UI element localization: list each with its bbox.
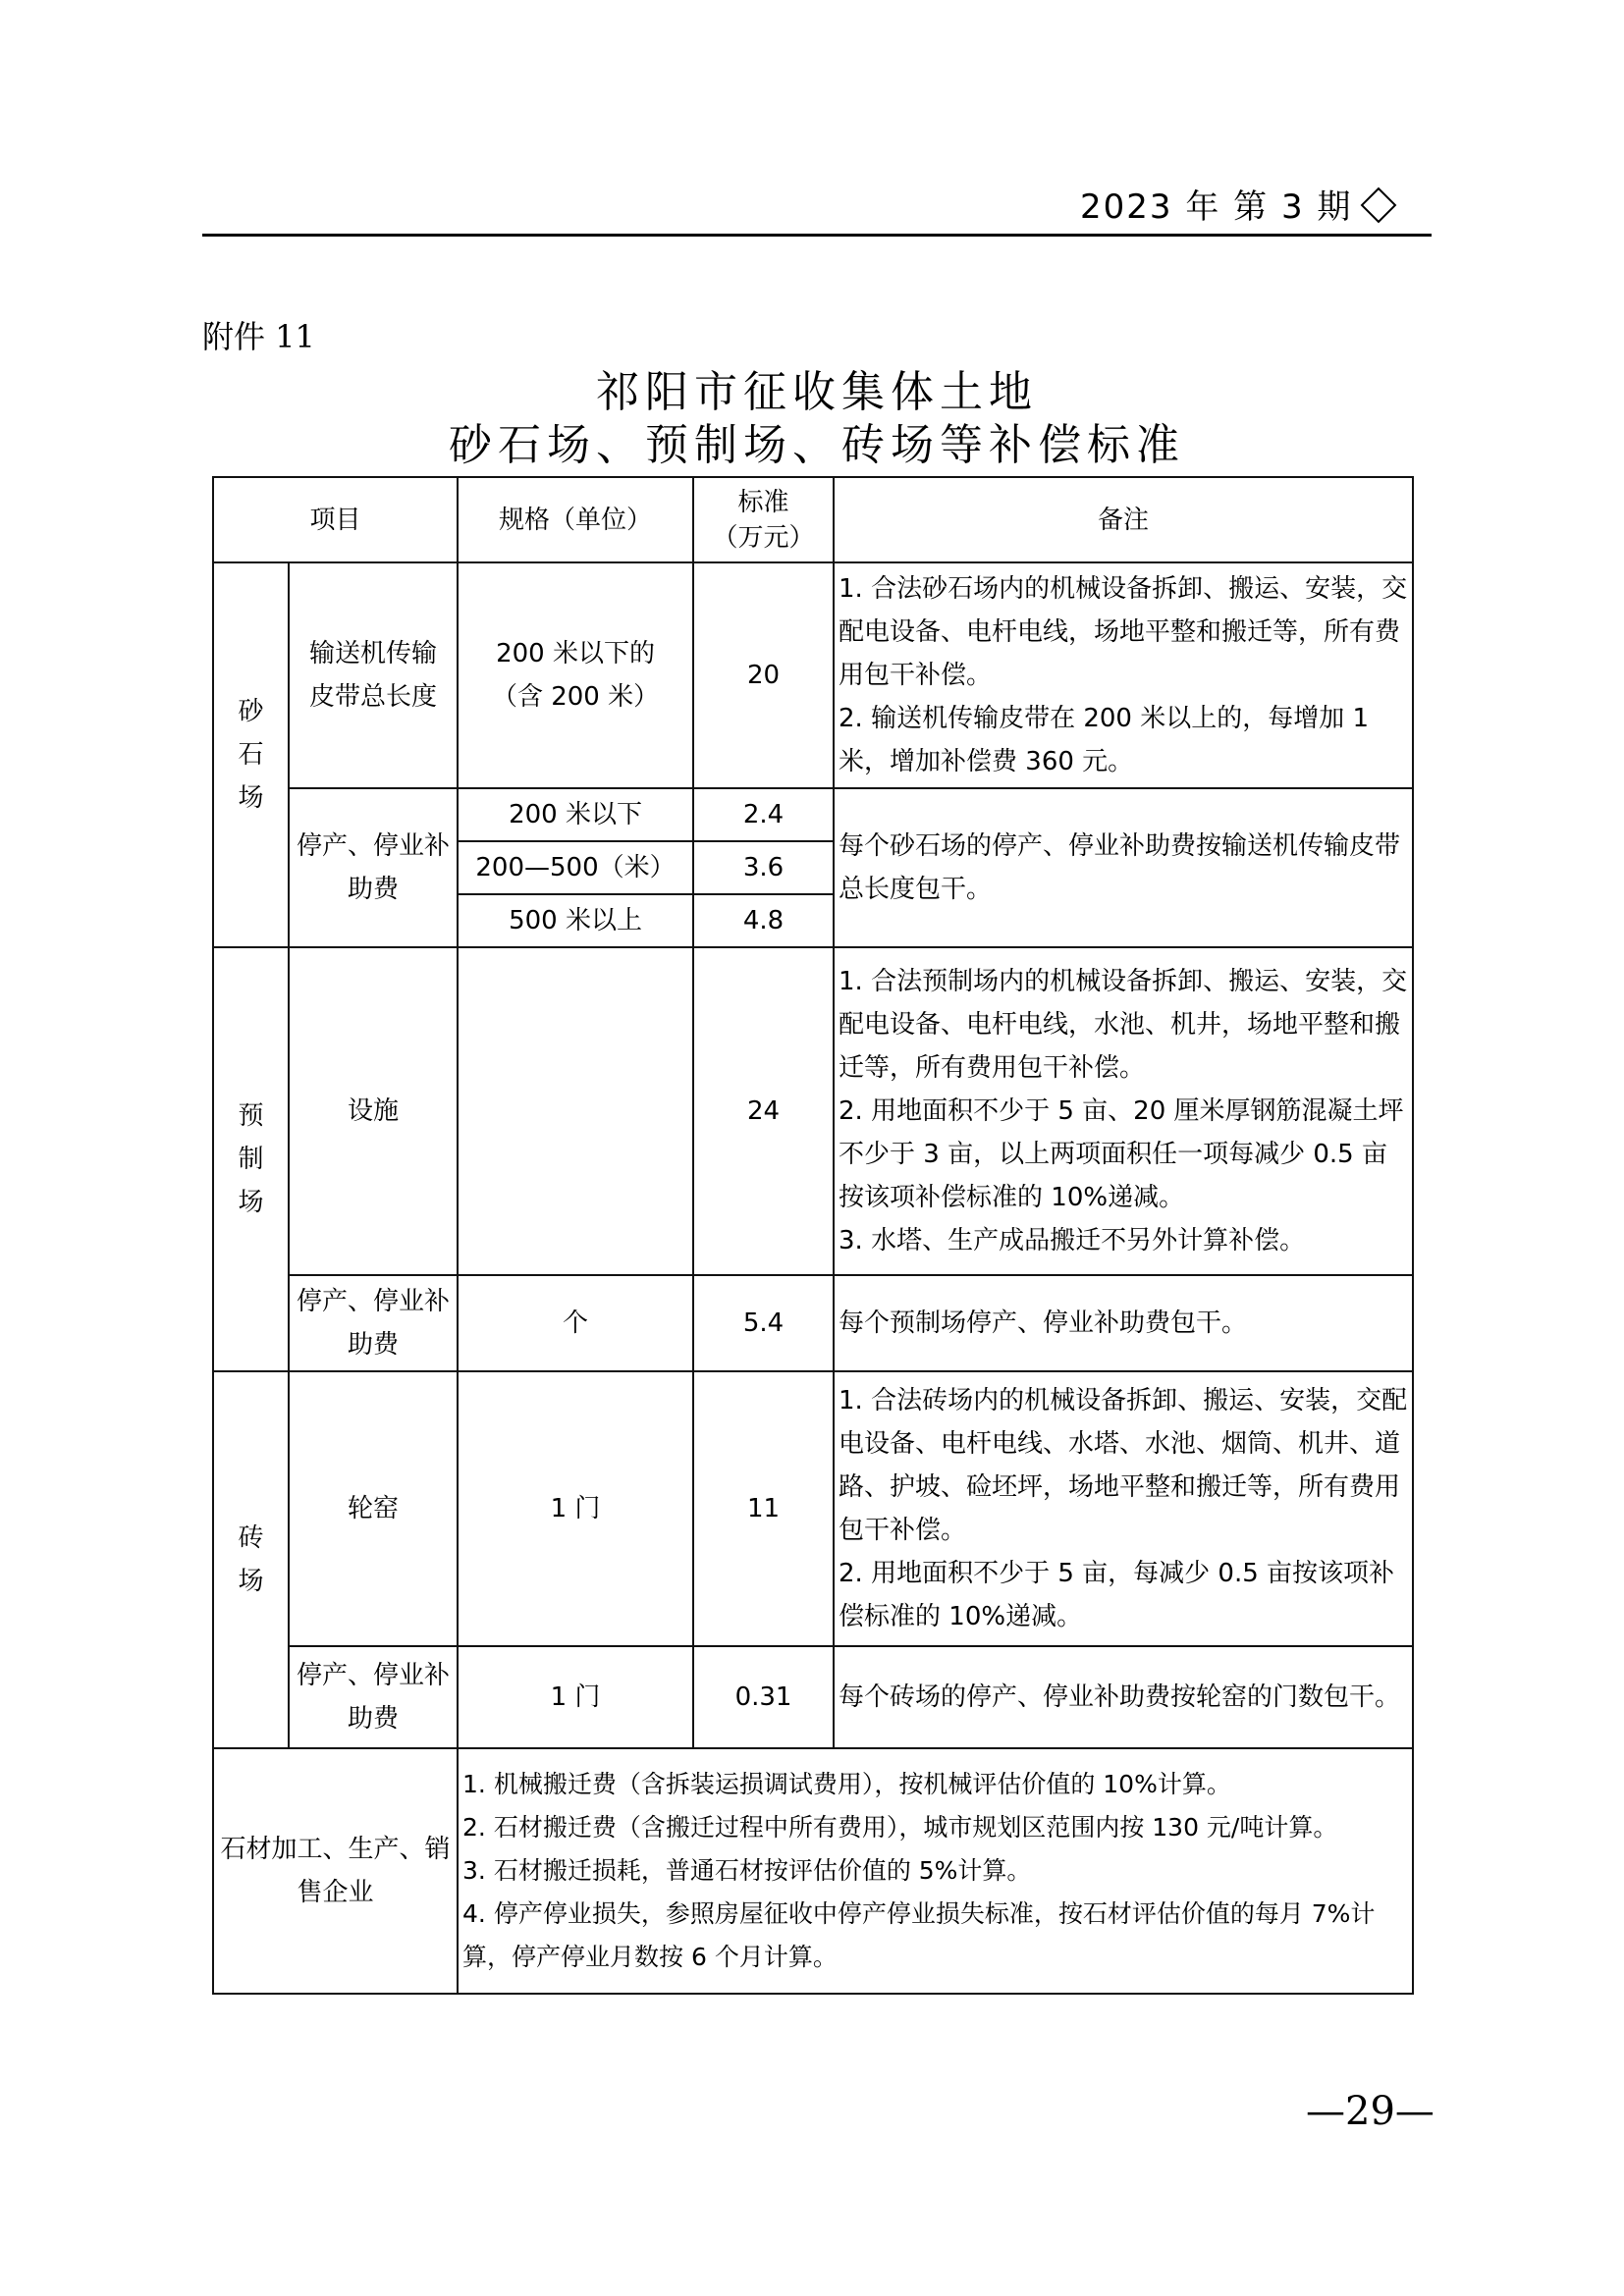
remark-line: 每个预制场停产、停业补助费包干。 — [839, 1308, 1248, 1338]
table-row — [213, 1646, 1413, 1748]
remark-line: 每个砖场的停产、停业补助费按轮窑的门数包干。 — [839, 1682, 1401, 1712]
standard-cell: 3.6 — [693, 841, 834, 894]
item-label: 停产、停业补助费 — [297, 1661, 451, 1734]
item-cell: 轮窑 — [289, 1371, 458, 1646]
item-cell — [289, 562, 458, 788]
remarks-cell — [834, 788, 1413, 947]
category-cell — [213, 1371, 289, 1748]
remarks-cell — [458, 1748, 1413, 1994]
item-cell — [289, 1275, 458, 1371]
remarks-cell — [834, 947, 1413, 1275]
table-row — [213, 1371, 1413, 1646]
header-standard — [693, 477, 834, 562]
document-title-line2: 砂石场、预制场、砖场等补偿标准 — [449, 420, 1185, 470]
item-cell — [289, 788, 458, 947]
item-label: 输送机传输皮带总长度 — [309, 639, 438, 712]
remark-line: 1. 合法预制场内的机械设备拆卸、搬运、安装，交配电设备、电杆电线，水池、机井，场地平整和搬迁等，所有费用包干补偿。 — [839, 967, 1408, 1083]
attachment-label: 附件 11 — [202, 318, 315, 355]
standard-cell: 2.4 — [693, 788, 834, 841]
spec-label: 200 米以下的（含 200 米） — [491, 639, 660, 712]
category-label: 砖场 — [238, 1523, 264, 1596]
page-header — [1080, 183, 1394, 232]
spec-cell: 个 — [458, 1275, 693, 1371]
table-row — [213, 1748, 1413, 1994]
page-number: —29— — [1306, 2089, 1435, 2134]
item-label: 停产、停业补助费 — [297, 831, 451, 904]
remark-line: 2. 用地面积不少于 5 亩，每减少 0.5 亩按该项补偿标准的 10%递减。 — [839, 1559, 1395, 1631]
header-standard-line1: 标准 — [737, 487, 789, 517]
compensation-standards-table — [212, 476, 1414, 1995]
remark-line: 2. 石材搬迁费（含搬迁过程中所有费用），城市规划区范围内按 130 元/吨计算。 — [462, 1813, 1338, 1842]
spec-cell — [458, 562, 693, 788]
header-remarks: 备注 — [834, 477, 1413, 562]
remark-line: 2. 用地面积不少于 5 亩、20 厘米厚钢筋混凝土坪不少于 3 亩，以上两项面积任一项每减少 0.5 亩按该项补偿标准的 10%递减。 — [839, 1096, 1404, 1212]
item-cell: 设施 — [289, 947, 458, 1275]
remark-line: 每个砂石场的停产、停业补助费按输送机传输皮带总长度包干。 — [839, 831, 1401, 904]
remarks-cell — [834, 1646, 1413, 1748]
header-item: 项目 — [213, 477, 458, 562]
spec-cell: 500 米以上 — [458, 894, 693, 947]
category-label: 石材加工、生产、销售企业 — [220, 1835, 451, 1907]
spec-cell — [458, 947, 693, 1275]
spec-cell: 1 门 — [458, 1371, 693, 1646]
standard-cell: 0.31 — [693, 1646, 834, 1748]
table-row — [213, 562, 1413, 788]
remarks-cell — [834, 1371, 1413, 1646]
spec-cell: 200—500（米） — [458, 841, 693, 894]
table-row — [213, 788, 1413, 841]
header-spec: 规格（单位） — [458, 477, 693, 562]
item-label: 停产、停业补助费 — [297, 1287, 451, 1360]
category-label: 预制场 — [238, 1101, 264, 1217]
remark-line: 1. 合法砖场内的机械设备拆卸、搬运、安装，交配电设备、电杆电线、水塔、水池、烟筒、机井、道路、护坡、硷坯坪，场地平整和搬迁等，所有费用包干补偿。 — [839, 1386, 1408, 1545]
remark-line: 3. 石材搬迁损耗，普通石材按评估价值的 5%计算。 — [462, 1856, 1032, 1885]
item-cell — [289, 1646, 458, 1748]
category-label: 砂石场 — [238, 697, 264, 813]
category-cell — [213, 1748, 458, 1994]
diamond-outline-icon — [1361, 187, 1397, 223]
remark-line: 1. 机械搬迁费（含拆装运损调试费用），按机械评估价值的 10%计算。 — [462, 1770, 1231, 1798]
remark-line: 4. 停产停业损失，参照房屋征收中停产停业损失标准，按石材评估价值的每月 7%计算，停产停业月数按 6 个月计算。 — [462, 1899, 1376, 1971]
category-cell — [213, 947, 289, 1371]
spec-cell: 200 米以下 — [458, 788, 693, 841]
remark-line: 1. 合法砂石场内的机械设备拆卸、搬运、安装，交配电设备、电杆电线，场地平整和搬迁等，所有费用包干补偿。 — [839, 574, 1408, 690]
table-row — [213, 947, 1413, 1275]
standard-cell: 4.8 — [693, 894, 834, 947]
remarks-cell — [834, 1275, 1413, 1371]
remark-line: 2. 输送机传输皮带在 200 米以上的，每增加 1 米，增加补偿费 360 元。 — [839, 704, 1370, 776]
remarks-cell — [834, 562, 1413, 788]
standard-cell: 20 — [693, 562, 834, 788]
category-cell — [213, 562, 289, 947]
standard-cell: 24 — [693, 947, 834, 1275]
standard-cell: 11 — [693, 1371, 834, 1646]
issue-label: 2023 年 第 3 期 — [1080, 187, 1353, 227]
header-divider — [202, 234, 1432, 237]
header-standard-line2: （万元） — [712, 522, 815, 553]
table-row — [213, 1275, 1413, 1371]
table-header-row — [213, 477, 1413, 562]
remark-line: 3. 水塔、生产成品搬迁不另外计算补偿。 — [839, 1226, 1306, 1255]
standard-cell: 5.4 — [693, 1275, 834, 1371]
spec-cell: 1 门 — [458, 1646, 693, 1748]
document-title-line1: 祁阳市征收集体土地 — [596, 367, 1038, 417]
